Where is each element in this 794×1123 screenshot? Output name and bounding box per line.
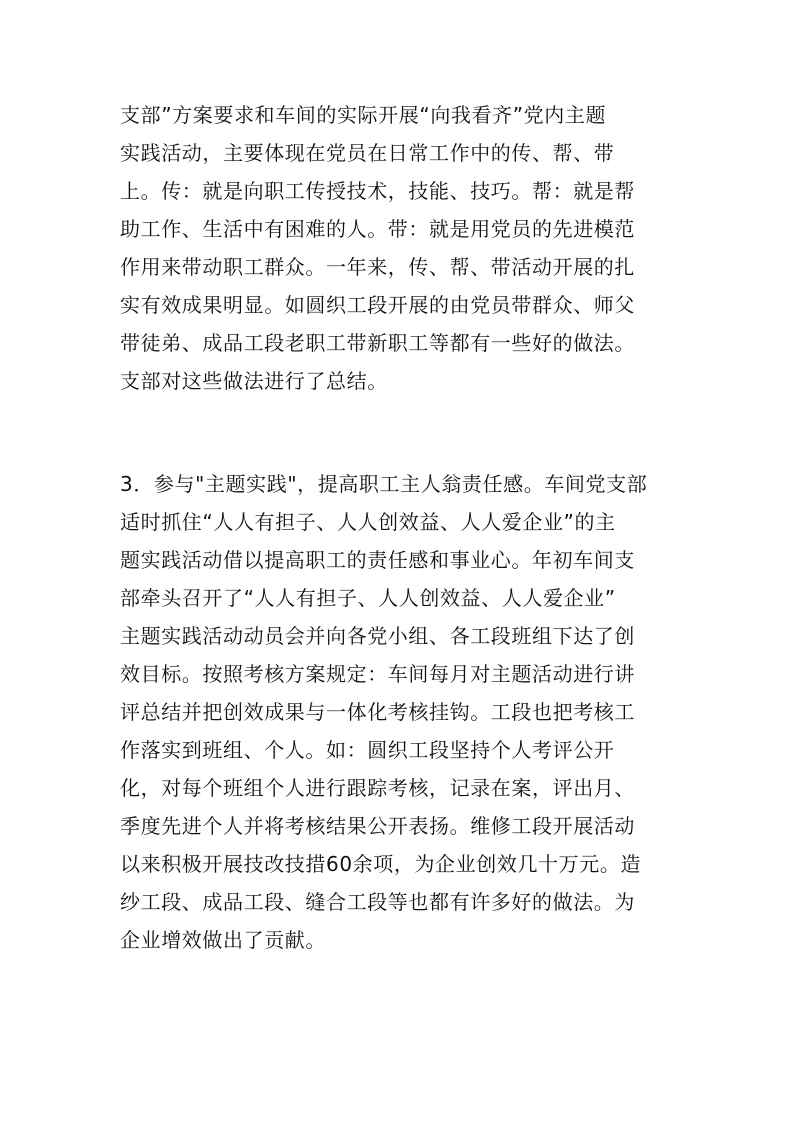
paragraph-line: 主题实践活动动员会并向各党小组、各工段班组下达了创 bbox=[120, 624, 635, 648]
paragraph-line: 季度先进个人并将考核结果公开表扬。维修工段开展活动 bbox=[120, 814, 635, 838]
paragraph-line: 以来积极开展技改技措60余项，为企业创效几十万元。造 bbox=[120, 852, 642, 876]
paragraph-theme-practice bbox=[120, 465, 680, 959]
paragraph-line: 评总结并把创效成果与一体化考核挂钩。工段也把考核工 bbox=[120, 700, 635, 724]
paragraph-line: 3．参与"主题实践"，提高职工主人翁责任感。车间党支部 bbox=[120, 472, 648, 496]
paragraph-line: 化，对每个班组个人进行跟踪考核，记录在案，评出月、 bbox=[120, 776, 635, 800]
paragraph-line: 适时抓住“人人有担子、人人创效益、人人爱企业”的主 bbox=[120, 510, 616, 534]
paragraph-line: 效目标。按照考核方案规定：车间每月对主题活动进行讲 bbox=[120, 662, 635, 686]
paragraph-line: 纱工段、成品工段、缝合工段等也都有许多好的做法。为 bbox=[120, 890, 635, 914]
paragraph-line: 助工作、生活中有困难的人。带：就是用党员的先进模范 bbox=[120, 217, 635, 241]
paragraph-line: 带徒弟、成品工段老职工带新职工等都有一些好的做法。 bbox=[120, 331, 635, 355]
paragraph-line: 题实践活动借以提高职工的责任感和事业心。年初车间支 bbox=[120, 548, 635, 572]
paragraph-line: 实践活动，主要体现在党员在日常工作中的传、帮、带 bbox=[120, 141, 615, 165]
paragraph-line: 上。传：就是向职工传授技术，技能、技巧。帮：就是帮 bbox=[120, 179, 635, 203]
paragraph-party-practice bbox=[120, 96, 680, 400]
paragraph-line: 作落实到班组、个人。如：圆织工段坚持个人考评公开 bbox=[120, 738, 615, 762]
paragraph-line: 作用来带动职工群众。一年来，传、帮、带活动开展的扎 bbox=[120, 255, 635, 279]
paragraph-line: 企业增效做出了贡献。 bbox=[120, 928, 326, 952]
paragraph-line: 实有效成果明显。如圆织工段开展的由党员带群众、师父 bbox=[120, 293, 635, 317]
paragraph-line: 支部对这些做法进行了总结。 bbox=[120, 369, 388, 393]
paragraph-line: 部牵头召开了“人人有担子、人人创效益、人人爱企业” bbox=[120, 586, 616, 610]
paragraph-line: 支部”方案要求和车间的实际开展“向我看齐”党内主题 bbox=[120, 103, 607, 127]
